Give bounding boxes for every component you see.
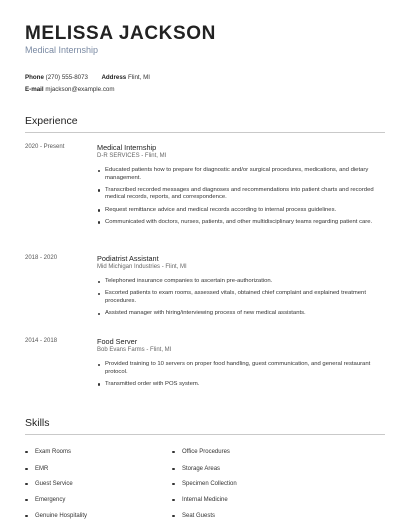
duty-item: Educated patients how to prepare for diagnostic and/or surgical procedures, medications, and dietary management. xyxy=(97,167,385,182)
duty-item: Provided training to 10 servers on proper food handling, guest communication, and general restaurant protocol. xyxy=(97,361,385,376)
phone-label: Phone xyxy=(25,74,44,81)
phone-value: (270) 555-8073 xyxy=(45,74,88,81)
skill-item: Specimen Collection xyxy=(172,480,237,488)
contact-row-email xyxy=(25,86,115,94)
duty-item: Assisted manager with hiring/interviewing process of new medical assistants. xyxy=(97,310,385,318)
duty-item: Communicated with doctors, nurses, patients, and other multidisciplinary teams regarding patient care. xyxy=(97,219,385,227)
duty-item: Request remittance advice and medical records according to internal process guidelines. xyxy=(97,207,385,215)
skill-item: EMR xyxy=(25,465,48,473)
job-duties xyxy=(97,167,385,231)
job-dates: 2018 - 2020 xyxy=(25,255,58,261)
job-title: Medical Internship xyxy=(97,143,157,152)
job-title: Podiatrist Assistant xyxy=(97,254,159,263)
job-duties xyxy=(97,361,385,393)
duty-item: Transmitted order with POS system. xyxy=(97,381,385,389)
contact-row xyxy=(25,74,150,82)
job-dates: 2020 - Present xyxy=(25,144,65,150)
job-title: Food Server xyxy=(97,337,138,346)
skill-item: Genuine Hospitality xyxy=(25,512,87,520)
skill-item: Exam Rooms xyxy=(25,448,71,456)
skill-item: Seat Guests xyxy=(172,512,215,520)
address-value: Flint, MI xyxy=(127,74,150,81)
job-company: Mid Michigan Industries - Flint, MI xyxy=(97,264,187,270)
email-label: E-mail xyxy=(25,86,44,93)
skill-item: Office Procedures xyxy=(172,448,230,456)
job-duties xyxy=(97,278,385,322)
section-divider xyxy=(25,132,385,133)
duty-item: Telephoned insurance companies to ascertain pre-authorization. xyxy=(97,278,385,286)
section-title-skills: Skills xyxy=(25,417,50,429)
candidate-headline: Medical Internship xyxy=(25,45,99,55)
skill-item: Internal Medicine xyxy=(172,496,228,504)
skill-item: Storage Areas xyxy=(172,465,220,473)
candidate-name: MELISSA JACKSON xyxy=(25,23,216,44)
duty-item: Transcribed recorded messages and diagnoses and recommendations into patient charts and recorded medical records, reports, and correspondence. xyxy=(97,187,385,202)
job-company: Bob Evans Farms - Flint, MI xyxy=(97,347,172,353)
job-company: D-R SERVICES - Flint, MI xyxy=(97,153,167,159)
section-divider xyxy=(25,434,385,435)
address-label: Address xyxy=(101,74,127,81)
job-dates: 2014 - 2018 xyxy=(25,338,58,344)
duty-item: Escorted patients to exam rooms, assessed vitals, obtained chief complaint and explained treatment procedures. xyxy=(97,290,385,305)
skill-item: Emergency xyxy=(25,496,65,504)
section-title-experience: Experience xyxy=(25,115,78,127)
skill-item: Guest Service xyxy=(25,480,73,488)
email-value[interactable]: mjackson@example.com xyxy=(45,86,115,93)
